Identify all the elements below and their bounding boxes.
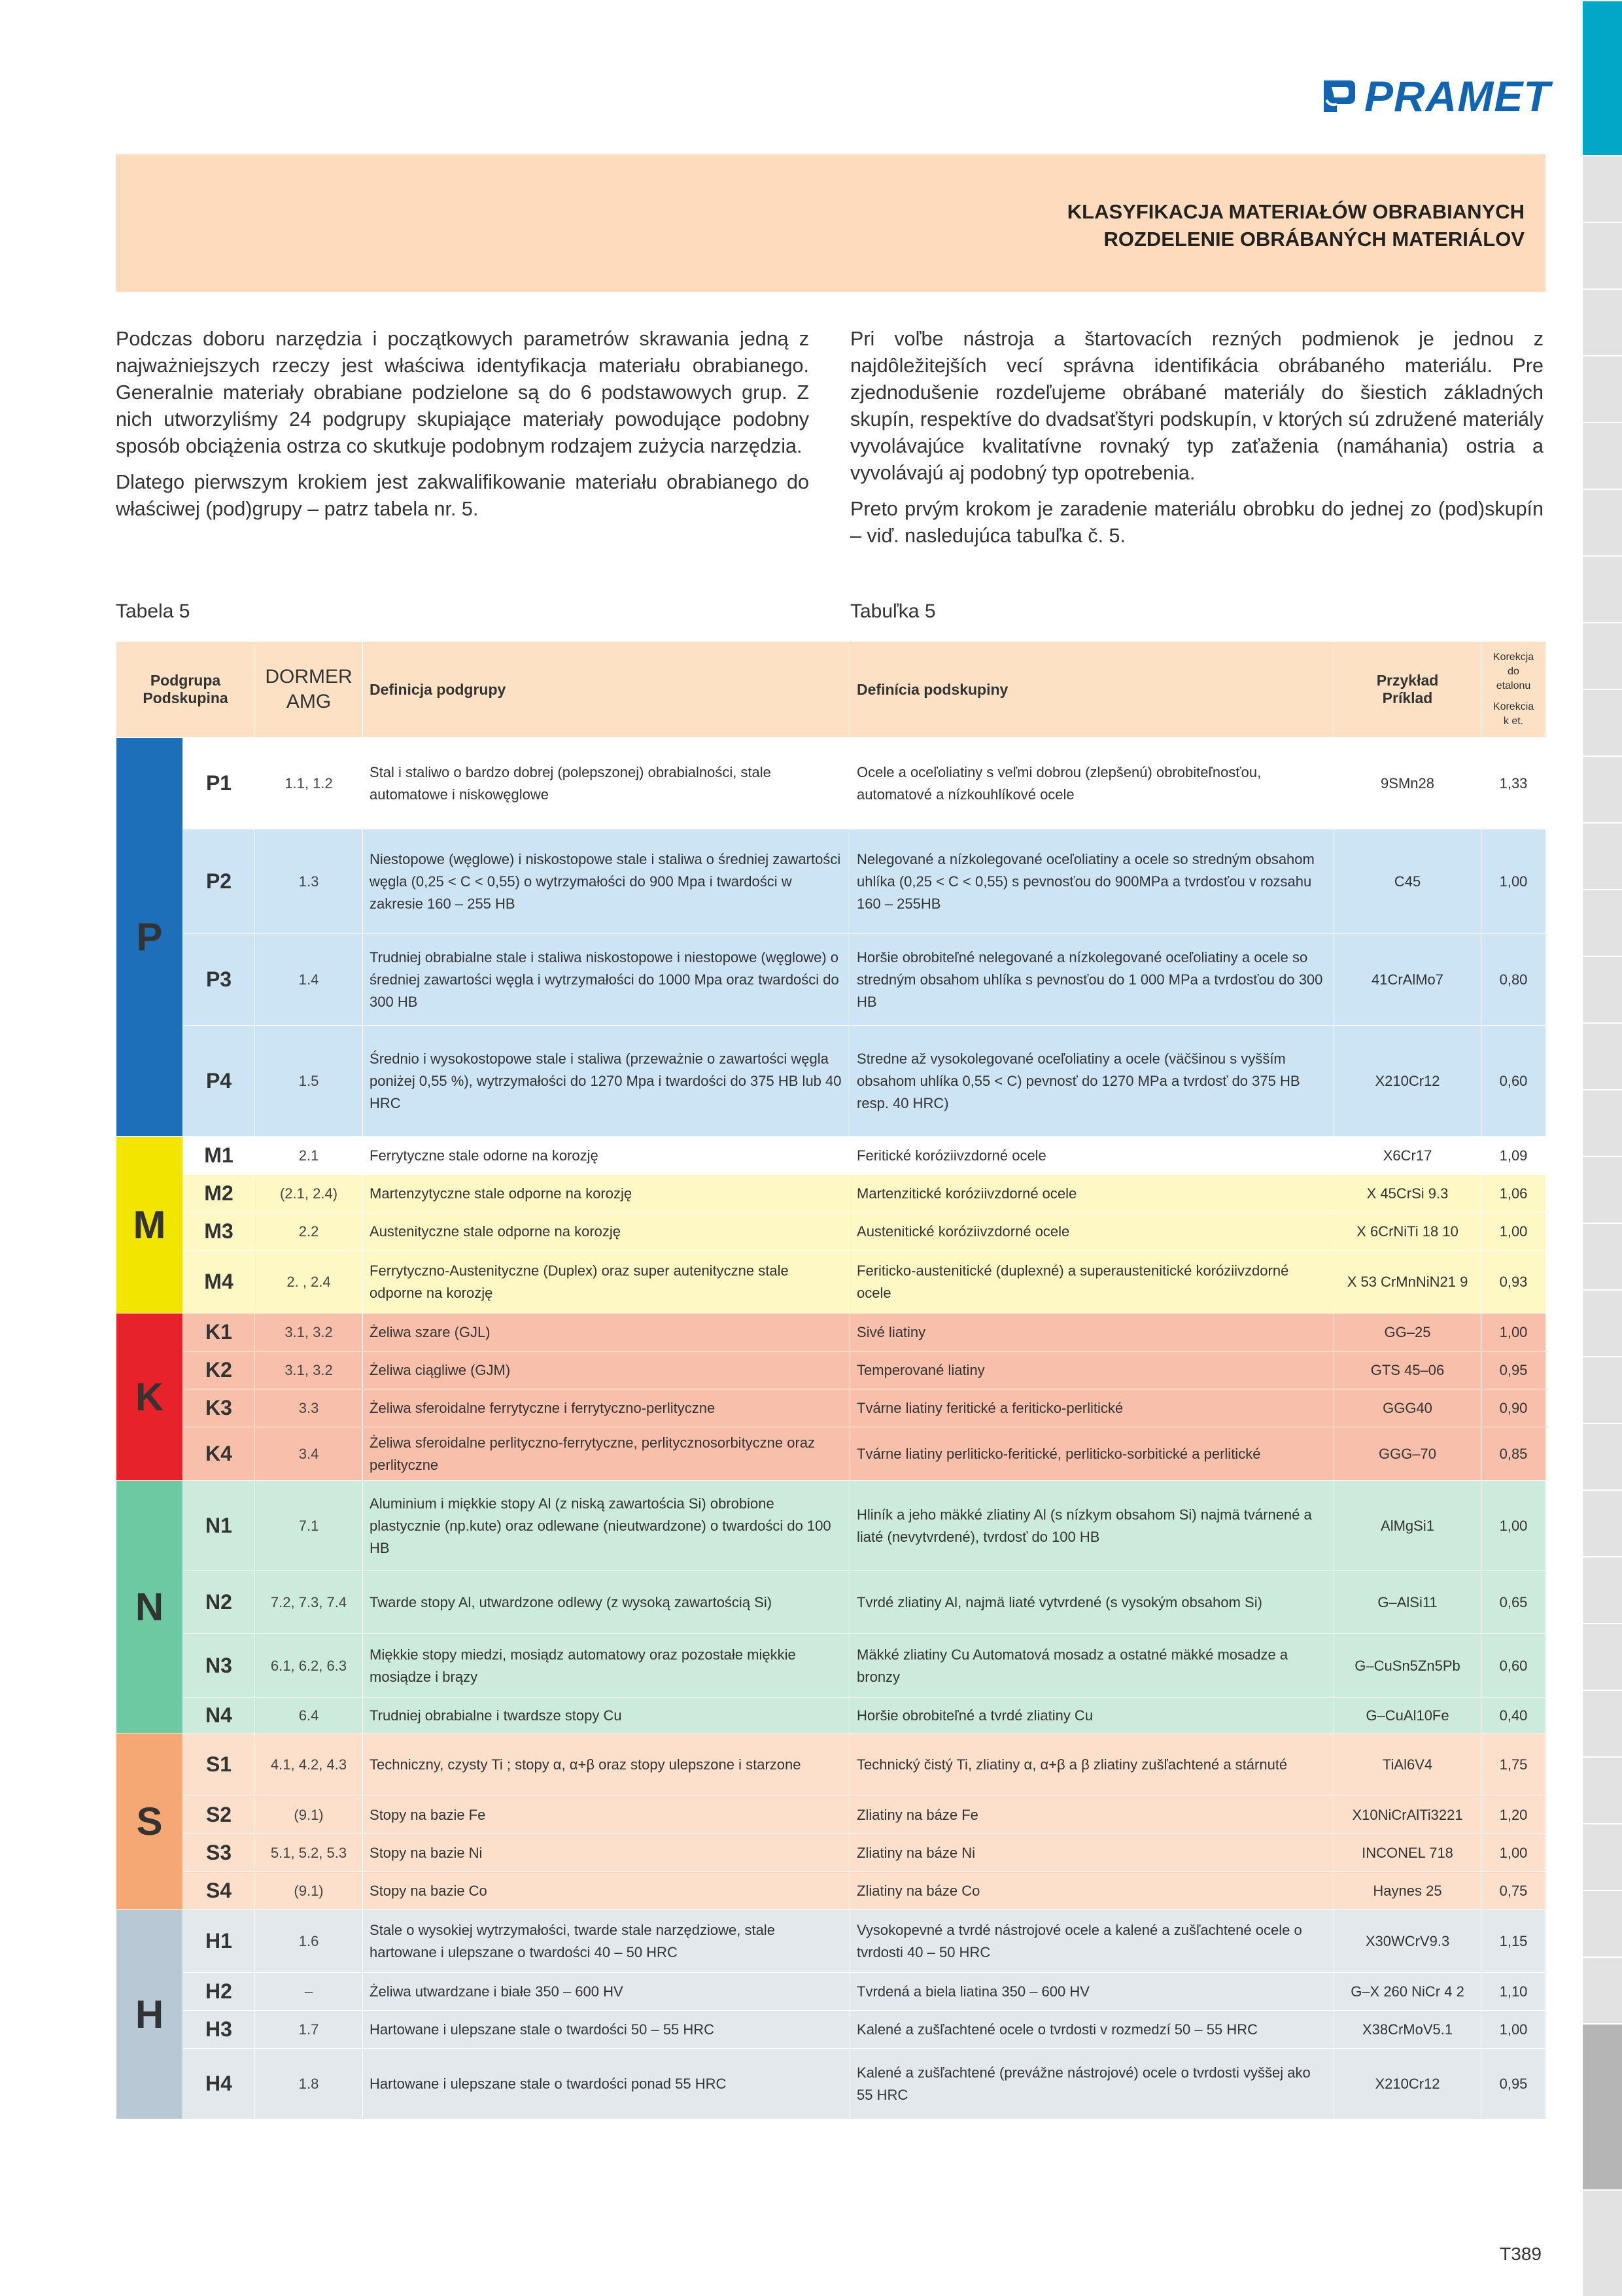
subgroup-code: M1 — [183, 1137, 255, 1175]
side-tab[interactable] — [1583, 689, 1622, 756]
header-corr-pl-3: etalonu — [1496, 680, 1531, 691]
correction-factor: 0,80 — [1481, 934, 1546, 1026]
side-tab[interactable] — [1583, 422, 1622, 489]
definition-pl: Ferrytyczne stale odorne na korozję — [363, 1137, 850, 1175]
correction-factor: 0,40 — [1481, 1698, 1546, 1733]
table-row — [116, 1698, 1546, 1733]
table-row — [116, 738, 1546, 829]
subgroup-code: S2 — [183, 1796, 255, 1834]
dormer-amg: 4.1, 4.2, 4.3 — [255, 1733, 363, 1796]
table-row — [116, 1973, 1546, 2011]
subgroup-code: H2 — [183, 1973, 255, 2011]
definition-sk: Martenzitické koróziivzdorné ocele — [850, 1175, 1334, 1213]
material-classification-table — [116, 641, 1546, 2119]
header-corr-sk-2: k et. — [1503, 716, 1524, 727]
definition-pl: Żeliwa utwardzane i białe 350 – 600 HV — [363, 1973, 850, 2011]
table-row — [116, 1910, 1546, 1973]
example-material: 9SMn28 — [1334, 738, 1481, 829]
definition-pl: Stopy na bazie Ni — [363, 1834, 850, 1872]
header-dormer-line1: DORMER — [265, 666, 353, 687]
definition-pl: Trudniej obrabialne stale i staliwa niskostopowe i niestopowe (węglowe) o średniej zawartości węgla i wytrzymałości do 1000 Mpa oraz twardości do 300 HB — [363, 934, 850, 1026]
definition-sk: Feritické koróziivzdorné ocele — [850, 1137, 1334, 1175]
example-material: X30WCrV9.3 — [1334, 1910, 1481, 1973]
example-material: X210Cr12 — [1334, 2049, 1481, 2119]
dormer-amg: 1.3 — [255, 829, 363, 934]
header-group-sk: Podskupina — [143, 689, 228, 706]
intro-paragraph: Podczas doboru narzędzia i początkowych parametrów skrawania jedną z najważniejszych rzeczy jest właściwa identyfikacja materiału obrabianego. Generalnie materiały obrabiane podzielone są do 6 podstawowych grup. Z nich utworzyliśmy 24 podgrupy skupiające materiały powodujące podobny sposób obciążenia ostrza co skutkuje podobnym rodzajem zużycia narzędzia. — [116, 328, 809, 457]
side-tab[interactable] — [1583, 155, 1622, 222]
subgroup-code: M3 — [183, 1213, 255, 1251]
subgroup-code: K3 — [183, 1389, 255, 1427]
side-tab[interactable] — [1583, 1823, 1622, 1890]
definition-pl: Twarde stopy Al, utwardzone odlewy (z wysoką zawartością Si) — [363, 1571, 850, 1634]
table-header-row — [116, 642, 1546, 738]
table-row — [116, 1175, 1546, 1213]
side-tab[interactable] — [1583, 288, 1622, 355]
side-tab[interactable] — [1583, 622, 1622, 689]
table-row — [116, 1796, 1546, 1834]
side-tab[interactable] — [1583, 1690, 1622, 1756]
correction-factor: 0,93 — [1481, 1251, 1546, 1313]
subgroup-code: N2 — [183, 1571, 255, 1634]
header-dormer-line2: AMG — [286, 691, 332, 712]
intro-paragraph: Pri voľbe nástroja a štartovacích rezných podmienok je jednou z najdôležitejších vecí správna identifikácia obrábaného materiálu. Pre zjednodušenie rozdeľujeme obrábané materiály do šiestich základných skupín, respektíve do dvadsaťštyri podskupín, v ktorých sú združené materiály vyvolávajúce kvalitatívne rovnaký typ zaťaženia (namáhania) ostria a vyvolávajú aj podobný typ opotrebenia. — [850, 328, 1544, 484]
subgroup-code: K4 — [183, 1427, 255, 1481]
header-title-pl: KLASYFIKACJA MATERIAŁÓW OBRABIANYCH — [1067, 200, 1525, 223]
definition-sk: Tvárne liatiny feritické a feriticko-perlitické — [850, 1389, 1334, 1427]
definition-pl: Martenzytyczne stale odporne na korozję — [363, 1175, 850, 1213]
example-material: GGG40 — [1334, 1389, 1481, 1427]
table-row — [116, 1213, 1546, 1251]
subgroup-code: S1 — [183, 1733, 255, 1796]
dormer-amg: (9.1) — [255, 1796, 363, 1834]
correction-factor: 1,00 — [1481, 1834, 1546, 1872]
table-row — [116, 1634, 1546, 1698]
pramet-logo-mark-icon — [1321, 78, 1358, 114]
definition-sk: Feriticko-austenitické (duplexné) a superaustenitické koróziivzdorné ocele — [850, 1251, 1334, 1313]
header-band — [116, 154, 1545, 292]
definition-pl: Stale o wysokiej wytrzymałości, twarde stale narzędziowe, stale hartowane i ulepszane o twardości 40 – 50 HRC — [363, 1910, 850, 1973]
dormer-amg: 1.5 — [255, 1026, 363, 1137]
group-letter: N — [116, 1481, 183, 1733]
side-tab[interactable] — [1583, 1756, 1622, 1823]
header-example — [1334, 642, 1481, 738]
example-material: X38CrMoV5.1 — [1334, 2011, 1481, 2049]
table-row — [116, 1872, 1546, 1910]
subgroup-code: P1 — [183, 738, 255, 829]
example-material: 41CrAlMo7 — [1334, 934, 1481, 1026]
page-number: T389 — [1500, 2244, 1542, 2264]
definition-sk: Sivé liatiny — [850, 1313, 1334, 1351]
definition-pl: Miękkie stopy miedzi, mosiądz automatowy oraz pozostałe miękkie mosiądze i brązy — [363, 1634, 850, 1698]
dormer-amg: 3.3 — [255, 1389, 363, 1427]
side-tab[interactable] — [1583, 822, 1622, 889]
header-corr-sk-1: Korekcia — [1493, 701, 1534, 712]
definition-sk: Temperované liatiny — [850, 1351, 1334, 1389]
example-material: Haynes 25 — [1334, 1872, 1481, 1910]
header-group-pl: Podgrupa — [150, 672, 221, 689]
example-material: TiAl6V4 — [1334, 1733, 1481, 1796]
example-material: G–CuSn5Zn5Pb — [1334, 1634, 1481, 1698]
subgroup-code: P3 — [183, 934, 255, 1026]
definition-sk: Nelegované a nízkolegované oceľoliatiny a ocele so stredným obsahom uhlíka (0,25 < C < 0,55) s pevnosťou do 900MPa a tvrdosťou v rozsahu 160 – 255HB — [850, 829, 1334, 934]
side-tab[interactable] — [1583, 1289, 1622, 1356]
side-tab-strip — [1583, 0, 1622, 2295]
intro-paragraph: Dlatego pierwszym krokiem jest zakwalifikowanie materiału obrabianego do właściwej (pod)grupy – patrz tabela nr. 5. — [116, 471, 809, 520]
side-tab[interactable] — [1583, 1623, 1622, 1690]
definition-sk: Ocele a oceľoliatiny s veľmi dobrou (zlepšenú) obrobiteľnosťou, automatové a nízkouhlíkové ocele — [850, 738, 1334, 829]
table-row — [116, 934, 1546, 1026]
subgroup-code: M2 — [183, 1175, 255, 1213]
dormer-amg: 2. , 2.4 — [255, 1251, 363, 1313]
table-row — [116, 2011, 1546, 2049]
subgroup-code: M4 — [183, 1251, 255, 1313]
group-letter: P — [116, 738, 183, 1137]
side-tab[interactable] — [1583, 1489, 1622, 1556]
example-material: G–X 260 NiCr 4 2 — [1334, 1973, 1481, 2011]
correction-factor: 0,60 — [1481, 1634, 1546, 1698]
subgroup-code: N4 — [183, 1698, 255, 1733]
definition-sk: Hliník a jeho mäkké zliatiny Al (s nízkym obsahom Si) najmä tvárnené a liaté (nevytvrdené), tvrdosť do 100 HB — [850, 1481, 1334, 1571]
table-row — [116, 1137, 1546, 1175]
table-row — [116, 1351, 1546, 1389]
group-letter: H — [116, 1910, 183, 2119]
correction-factor: 1,00 — [1481, 1213, 1546, 1251]
example-material: X 53 CrMnNiN21 9 — [1334, 1251, 1481, 1313]
dormer-amg: 7.1 — [255, 1481, 363, 1571]
side-tab[interactable] — [1583, 2189, 1622, 2296]
definition-sk: Tvárne liatiny perliticko-feritické, perliticko-sorbitické a perlitické — [850, 1427, 1334, 1481]
dormer-amg: 2.2 — [255, 1213, 363, 1251]
example-material: G–AlSi11 — [1334, 1571, 1481, 1634]
definition-sk: Austenitické koróziivzdorné ocele — [850, 1213, 1334, 1251]
correction-factor: 1,00 — [1481, 1313, 1546, 1351]
correction-factor: 1,33 — [1481, 738, 1546, 829]
definition-sk: Kalené a zušľachtené (prevážne nástrojové) ocele o tvrdosti vyššej ako 55 HRC — [850, 2049, 1334, 2119]
definition-sk: Horšie obrobiteľné nelegované a nízkolegované oceľoliatiny a ocele so stredným obsahom uhlíka s pevnosťou do 1 000 MPa a tvrdosťou do 300 HB — [850, 934, 1334, 1026]
example-material: INCONEL 718 — [1334, 1834, 1481, 1872]
definition-pl: Aluminium i miękkie stopy Al (z niską zawartościa Si) obrobione plastycznie (np.kute) oraz odlewane (nieutwardzone) o twardości do 100 HB — [363, 1481, 850, 1571]
brand-name: PRAMET — [1364, 72, 1551, 120]
correction-factor: 0,95 — [1481, 2049, 1546, 2119]
side-tab[interactable] — [1583, 1156, 1622, 1223]
table-row — [116, 1481, 1546, 1571]
example-material: X210Cr12 — [1334, 1026, 1481, 1137]
side-tab[interactable] — [1583, 1556, 1622, 1623]
definition-pl: Stopy na bazie Co — [363, 1872, 850, 1910]
table-caption-sk: Tabuľka 5 — [850, 600, 936, 622]
correction-factor: 1,75 — [1481, 1733, 1546, 1796]
header-dormer — [255, 642, 363, 738]
definition-pl: Stopy na bazie Fe — [363, 1796, 850, 1834]
correction-factor: 0,90 — [1481, 1389, 1546, 1427]
subgroup-code: K1 — [183, 1313, 255, 1351]
correction-factor: 1,00 — [1481, 1481, 1546, 1571]
correction-factor: 1,09 — [1481, 1137, 1546, 1175]
definition-pl: Hartowane i ulepszane stale o twardości 50 – 55 HRC — [363, 2011, 850, 2049]
dormer-amg: – — [255, 1973, 363, 2011]
side-tab[interactable] — [1583, 1957, 1622, 2023]
intro-paragraph: Preto prvým krokom je zaradenie materiálu obrobku do jednej zo (pod)skupín – viď. nasledujúca tabuľka č. 5. — [850, 498, 1544, 547]
side-tab-current-section[interactable] — [1583, 2023, 1622, 2189]
correction-factor: 1,15 — [1481, 1910, 1546, 1973]
header-corr-pl-1: Korekcja — [1493, 652, 1534, 663]
table-row — [116, 829, 1546, 934]
side-tab[interactable] — [1583, 1356, 1622, 1423]
header-correction — [1481, 642, 1546, 738]
dormer-amg: (9.1) — [255, 1872, 363, 1910]
pramet-logo — [1321, 73, 1551, 119]
dormer-amg: 6.4 — [255, 1698, 363, 1733]
definition-pl: Trudniej obrabialne i twardsze stopy Cu — [363, 1698, 850, 1733]
example-material: GG–25 — [1334, 1313, 1481, 1351]
definition-sk: Kalené a zušľachtené ocele o tvrdosti v rozmedzí 50 – 55 HRC — [850, 2011, 1334, 2049]
dormer-amg: 1.1, 1.2 — [255, 738, 363, 829]
dormer-amg: 1.4 — [255, 934, 363, 1026]
definition-pl: Austenityczne stale odporne na korozję — [363, 1213, 850, 1251]
table-row — [116, 1389, 1546, 1427]
table-row — [116, 1427, 1546, 1481]
definition-sk: Technický čistý Ti, zliatiny α, α+β a β zliatiny zušľachtené a stárnuté — [850, 1733, 1334, 1796]
correction-factor: 1,20 — [1481, 1796, 1546, 1834]
header-corr-pl-2: do — [1508, 666, 1519, 677]
header-example-sk: Príklad — [1382, 689, 1433, 706]
definition-sk: Mäkké zliatiny Cu Automatová mosadz a ostatné mäkké mosadze a bronzy — [850, 1634, 1334, 1698]
correction-factor: 0,60 — [1481, 1026, 1546, 1137]
definition-sk: Tvrdé zliatiny Al, najmä liaté vytvrdené (s vysokým obsahom Si) — [850, 1571, 1334, 1634]
header-def-sk: Definícia podskupiny — [850, 642, 1334, 738]
side-tab[interactable] — [1583, 1089, 1622, 1156]
side-tab[interactable] — [1583, 1890, 1622, 1957]
table-row — [116, 1251, 1546, 1313]
side-tab[interactable] — [1583, 1423, 1622, 1489]
example-material: C45 — [1334, 829, 1481, 934]
table-row — [116, 2049, 1546, 2119]
dormer-amg: 1.8 — [255, 2049, 363, 2119]
group-letter: M — [116, 1137, 183, 1313]
side-tab[interactable] — [1583, 889, 1622, 956]
table-caption-pl: Tabela 5 — [116, 600, 190, 622]
subgroup-code: H3 — [183, 2011, 255, 2049]
subgroup-code: S3 — [183, 1834, 255, 1872]
correction-factor: 1,00 — [1481, 829, 1546, 934]
side-tab[interactable] — [1583, 355, 1622, 422]
subgroup-code: K2 — [183, 1351, 255, 1389]
correction-factor: 1,06 — [1481, 1175, 1546, 1213]
header-def-pl: Definicja podgrupy — [363, 642, 850, 738]
table-row — [116, 1313, 1546, 1351]
header-group — [116, 642, 255, 738]
dormer-amg: 2.1 — [255, 1137, 363, 1175]
definition-pl: Żeliwa sferoidalne ferrytyczne i ferrytyczno-perlityczne — [363, 1389, 850, 1427]
intro-column-pl — [116, 326, 809, 532]
definition-pl: Niestopowe (węglowe) i niskostopowe stale i staliwa o średniej zawartości węgla (0,25 < C < 0,55) o wytrzymałości do 900 Mpa i twardości w zakresie 160 – 255 HB — [363, 829, 850, 934]
table-row — [116, 1733, 1546, 1796]
side-tab[interactable] — [1583, 489, 1622, 555]
definition-pl: Techniczny, czysty Ti ; stopy α, α+β oraz stopy ulepszone i starzone — [363, 1733, 850, 1796]
example-material: AlMgSi1 — [1334, 1481, 1481, 1571]
dormer-amg: 5.1, 5.2, 5.3 — [255, 1834, 363, 1872]
correction-factor: 1,10 — [1481, 1973, 1546, 2011]
correction-factor: 0,65 — [1481, 1571, 1546, 1634]
definition-pl: Średnio i wysokostopowe stale i staliwa (przeważnie o zawartości węgla poniżej 0,55 %), wytrzymałości do 1270 Mpa i twardości do 375 HB lub 40 HRC — [363, 1026, 850, 1137]
side-tab[interactable] — [1583, 222, 1622, 288]
definition-pl: Żeliwa ciągliwe (GJM) — [363, 1351, 850, 1389]
subgroup-code: H4 — [183, 2049, 255, 2119]
example-material: X10NiCrAlTi3221 — [1334, 1796, 1481, 1834]
side-tab[interactable] — [1583, 956, 1622, 1022]
example-material: G–CuAl10Fe — [1334, 1698, 1481, 1733]
definition-pl: Żeliwa szare (GJL) — [363, 1313, 850, 1351]
subgroup-code: N3 — [183, 1634, 255, 1698]
example-material: GGG–70 — [1334, 1427, 1481, 1481]
example-material: X 45CrSi 9.3 — [1334, 1175, 1481, 1213]
table-row — [116, 1571, 1546, 1634]
table-row — [116, 1834, 1546, 1872]
example-material: X 6CrNiTi 18 10 — [1334, 1213, 1481, 1251]
dormer-amg: (2.1, 2.4) — [255, 1175, 363, 1213]
correction-factor: 0,75 — [1481, 1872, 1546, 1910]
definition-sk: Zliatiny na báze Fe — [850, 1796, 1334, 1834]
definition-sk: Zliatiny na báze Co — [850, 1872, 1334, 1910]
subgroup-code: N1 — [183, 1481, 255, 1571]
example-material: GTS 45–06 — [1334, 1351, 1481, 1389]
correction-factor: 0,95 — [1481, 1351, 1546, 1389]
definition-sk: Horšie obrobiteľné a tvrdé zliatiny Cu — [850, 1698, 1334, 1733]
dormer-amg: 6.1, 6.2, 6.3 — [255, 1634, 363, 1698]
group-letter: K — [116, 1313, 183, 1481]
subgroup-code: P2 — [183, 829, 255, 934]
dormer-amg: 3.1, 3.2 — [255, 1313, 363, 1351]
dormer-amg: 3.4 — [255, 1427, 363, 1481]
header-example-pl: Przykład — [1376, 672, 1439, 689]
subgroup-code: S4 — [183, 1872, 255, 1910]
dormer-amg: 3.1, 3.2 — [255, 1351, 363, 1389]
subgroup-code: P4 — [183, 1026, 255, 1137]
definition-sk: Stredne až vysokolegované oceľoliatiny a ocele (väčšinou s vyšším obsahom uhlíka 0,55 < C) pevnosť do 1270 MPa a tvrdosť do 375 HB resp. 40 HRC) — [850, 1026, 1334, 1137]
correction-factor: 1,00 — [1481, 2011, 1546, 2049]
definition-sk: Vysokopevné a tvrdé nástrojové ocele a kalené a zušľachtené ocele o tvrdosti 40 – 50 HRC — [850, 1910, 1334, 1973]
header-title-sk: ROZDELENIE OBRÁBANÝCH MATERIÁLOV — [1103, 228, 1525, 251]
side-tab-active[interactable] — [1583, 0, 1622, 155]
subgroup-code: H1 — [183, 1910, 255, 1973]
dormer-amg: 7.2, 7.3, 7.4 — [255, 1571, 363, 1634]
definition-pl: Żeliwa sferoidalne perlityczno-ferrytyczne, perlitycznosorbityczne oraz perlityczne — [363, 1427, 850, 1481]
side-tab[interactable] — [1583, 1223, 1622, 1289]
side-tab[interactable] — [1583, 1022, 1622, 1089]
group-letter: S — [116, 1733, 183, 1910]
definition-pl: Hartowane i ulepszane stale o twardości ponad 55 HRC — [363, 2049, 850, 2119]
definition-pl: Stal i staliwo o bardzo dobrej (polepszonej) obrabialności, stale automatowe i niskowęglowe — [363, 738, 850, 829]
correction-factor: 0,85 — [1481, 1427, 1546, 1481]
definition-sk: Zliatiny na báze Ni — [850, 1834, 1334, 1872]
dormer-amg: 1.6 — [255, 1910, 363, 1973]
table-row — [116, 1026, 1546, 1137]
example-material: X6Cr17 — [1334, 1137, 1481, 1175]
side-tab[interactable] — [1583, 756, 1622, 822]
intro-column-sk — [850, 326, 1544, 559]
definition-pl: Ferrytyczno-Austenityczne (Duplex) oraz super autenityczne stale odporne na korozję — [363, 1251, 850, 1313]
dormer-amg: 1.7 — [255, 2011, 363, 2049]
definition-sk: Tvrdená a biela liatina 350 – 600 HV — [850, 1973, 1334, 2011]
side-tab[interactable] — [1583, 555, 1622, 622]
